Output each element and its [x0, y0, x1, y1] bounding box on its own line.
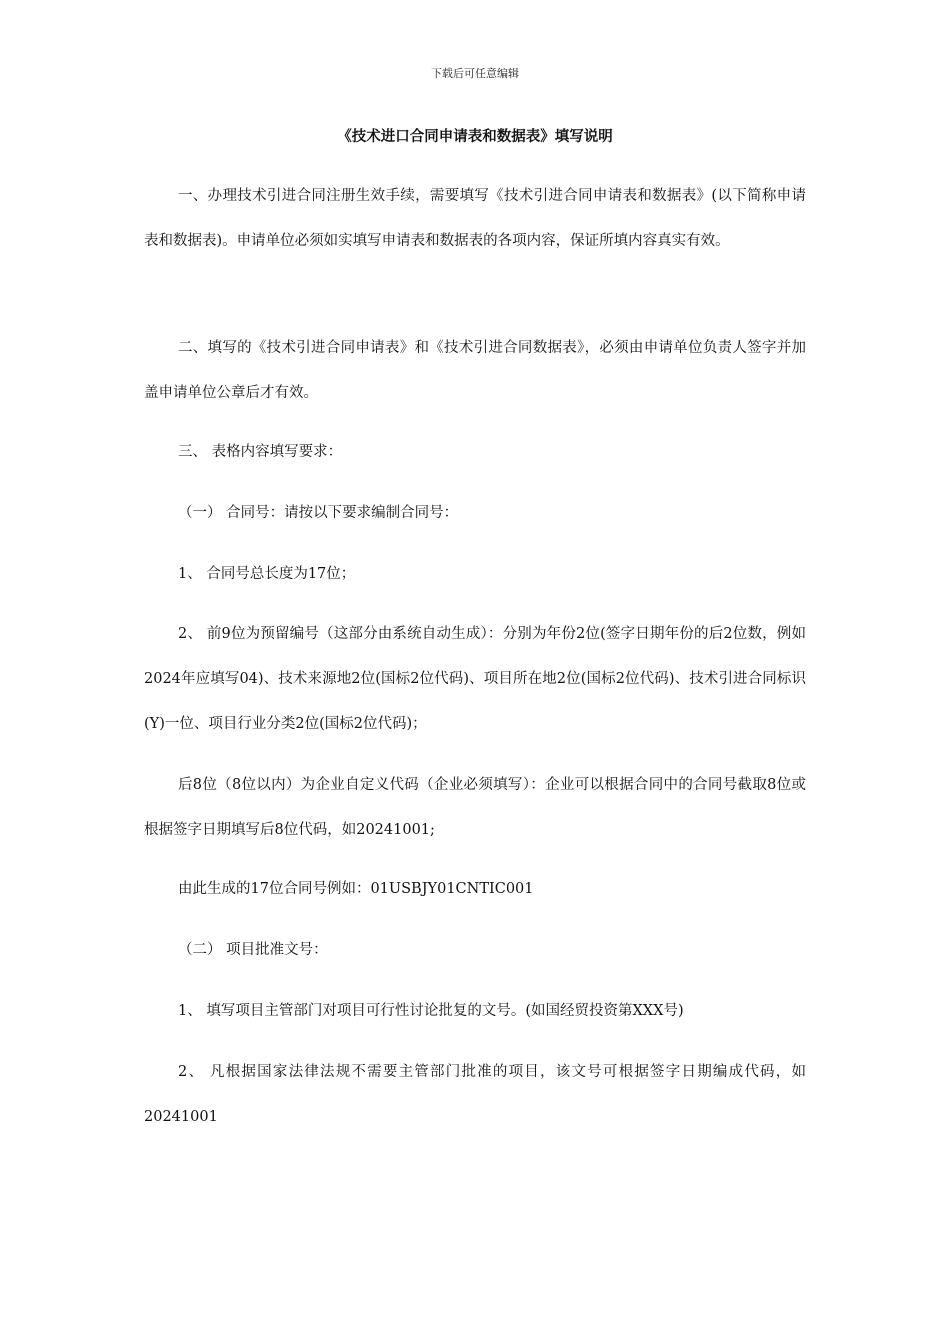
paragraph-4: （一） 合同号：请按以下要求编制合同号： [178, 505, 459, 521]
paragraph-3: 三、 表格内容填写要求： [178, 444, 343, 460]
document-title: 《技术进口合同申请表和数据表》填写说明 [337, 128, 613, 145]
paragraph-2: 二、填写的《技术引进合同申请表》和《技术引进合同数据表》，必须由申请单位负责人签字并加盖申请单位公章后才有效。 [144, 340, 806, 401]
paragraph-8: 由此生成的17位合同号例如：01USBJY01CNTIC001 [178, 881, 534, 897]
paragraph-10: 1、 填写项目主管部门对项目可行性讨论批复的文号。(如国经贸投资第XXX号) [178, 1003, 684, 1019]
paragraph-6: 2、 前9位为预留编号（这部分由系统自动生成）：分别为年份2位(签字日期年份的后2位数，例如2024年应填写04)、技术来源地2位(国标2位代码)、项目所在地2位(国标2位代码)、技术引进合同标识(Y)一位、项目行业分类2位(国标2位代码)； [144, 626, 806, 732]
paragraph-5: 1、 合同号总长度为17位； [178, 566, 356, 582]
paragraph-1: 一、办理技术引进合同注册生效手续，需要填写《技术引进合同申请表和数据表》(以下简称申请表和数据表)。申请单位必须如实填写申请表和数据表的各项内容，保证所填内容真实有效。 [144, 188, 806, 249]
header-note: 下载后可任意编辑 [431, 67, 519, 80]
paragraph-9: （二） 项目批准文号： [178, 942, 328, 958]
paragraph-7: 后8位（8位以内）为企业自定义代码（企业必须填写）：企业可以根据合同中的合同号截取8位或根据签字日期填写后8位代码，如20241001; [144, 777, 806, 838]
paragraph-11: 2、 凡根据国家法律法规不需要主管部门批准的项目，该文号可根据签字日期编成代码，如20241001 [144, 1064, 806, 1125]
